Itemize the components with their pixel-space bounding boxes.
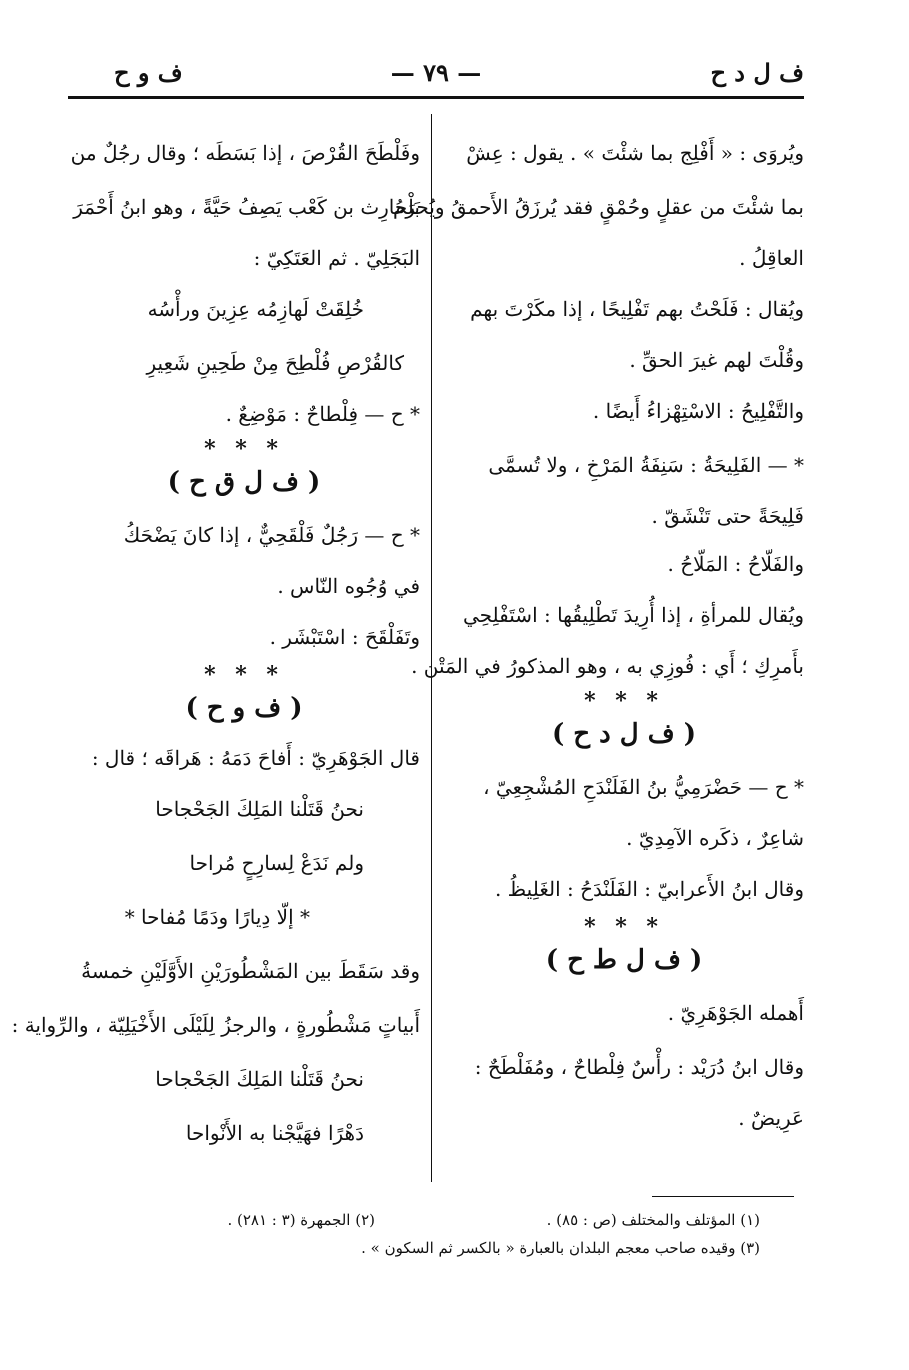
verse-line: دَهْرًا فهَيَّجْنا به الأَنْواحا	[185, 1121, 364, 1145]
text-line: وقال ابنُ الأَعرابيّ : الفَلَنْدَحُ : الغَلِيظُ .	[494, 877, 804, 901]
text-line: بما شئْتَ من عقلٍ وحُمْقٍ فقد يُرزَقُ الأَحمقُ ويُحرَمُ	[393, 195, 804, 219]
text-line: العاقِلُ .	[739, 246, 804, 270]
entry-heading: ( ف و ح )	[185, 693, 303, 723]
text-line: ويُروَى : « أَفْلِج بما شئْتَ » . يقول : عِشْ	[466, 141, 804, 165]
text-line: فَلِيحَةً حتى تَنْشَقّ .	[651, 504, 804, 528]
text-line: والفَلّاحُ : المَلّاحُ .	[667, 552, 804, 576]
footnote-row	[120, 1234, 760, 1262]
text-line: بَلْحارِث بن كَعْب يَصِفُ حَيَّةً ، وهو ابنُ أَحْمَرَ	[73, 195, 420, 219]
footnote-1: (١) المؤتلف والمختلف (ص : ٨٥) .	[546, 1211, 760, 1229]
footnotes	[120, 1206, 760, 1262]
text-line: وقد سَقَطَ بين المَشْطُورَيْنِ الأَوَّلَيْنِ خمسةُ	[81, 959, 420, 983]
text-line: وتَفَلْقَحَ : اسْتَبْشَر .	[269, 625, 420, 649]
footnote-rule	[652, 1196, 794, 1197]
entry-heading: ( ف ل ط ح )	[545, 945, 703, 975]
text-line: البَجَلِيّ . ثم العَتَكِيّ :	[253, 246, 420, 270]
text-line: * ح — حَضْرَمِيُّ بنُ الفَلَنْدَحِ المُشْجِعِيّ ،	[483, 775, 804, 799]
page-header	[68, 52, 804, 96]
verse-line: كالقُرْصِ فُلْطِحَ مِنْ طَحِينِ شَعِيرِ	[146, 351, 404, 375]
text-line: * ح — فِلْطاحٌ : مَوْضِعٌ .	[225, 402, 420, 426]
entry-heading: ( ف ل ق ح )	[167, 467, 321, 497]
text-line: وقُلْتَ لهم غيرَ الحقِّ .	[629, 348, 804, 372]
section-separator: * * *	[204, 662, 284, 688]
header-left-root: ف و ح	[114, 58, 183, 87]
section-separator: * * *	[584, 688, 664, 714]
left-column	[11, 126, 420, 1160]
text-line: وقال ابنُ دُرَيْد : رأْسٌ فِلْطاحٌ ، ومُفَلْطَحٌ :	[474, 1055, 804, 1079]
verse-line: نحنُ قَتَلْنا المَلِكَ الجَحْجاحا	[155, 797, 364, 821]
text-line: * ح — رَجُلٌ فَلْقَحِيٌّ ، إذا كانَ يَضْحَكُ	[123, 523, 420, 547]
text-line: أَبياتٍ مَشْطُورةٍ ، والرجزُ لِلَيْلَى الأَخْيَلِيّة ، والرِّواية :	[11, 1013, 420, 1037]
text-line: وفَلْطَحَ القُرْصَ ، إذا بَسَطَه ؛ وقال رجُلٌ من	[70, 141, 420, 165]
verse-line: ولم نَدَعْ لِسارِحٍ مُراحا	[189, 851, 364, 875]
footnote-3: (٣) وقيده صاحب معجم البلدان بالعبارة « بالكسر ثم السكون » .	[361, 1239, 760, 1257]
section-separator: * * *	[204, 436, 284, 462]
text-line: والتَّفْلِيحُ : الاسْتِهْزاءُ أَيضًا .	[592, 399, 804, 423]
text-line: ويُقال : فَلَحْتُ بهم تَفْلِيحًا ، إذا مكَرْتَ بهم	[470, 297, 804, 321]
text-line: * — الفَلِيحَةُ : سَنِفَةُ المَرْخِ ، ولا تُسمَّى	[488, 453, 804, 477]
text-line: شاعِرٌ ، ذكَره الآمِدِيّ .	[626, 826, 804, 850]
text-line: في وُجُوه النّاس .	[277, 574, 420, 598]
right-column	[393, 126, 804, 1142]
footnote-row	[120, 1206, 760, 1234]
verse-line: نحنُ قَتَلْنا المَلِكَ الجَحْجاحا	[155, 1067, 364, 1091]
entry-heading: ( ف ل د ح )	[551, 719, 697, 749]
verse-line: * إلّا دِيارًا ودَمًا مُفاحا *	[124, 905, 310, 929]
text-line: ويُقال للمرأةِ ، إذا أُرِيدَ تَطْلِيقُها : اسْتَفْلِحِي	[462, 603, 804, 627]
page-number: — ٧٩ —	[390, 58, 482, 87]
header-right-root: ف ل د ح	[710, 58, 804, 87]
text-line: بأَمرِكِ ؛ أَي : فُوزِي به ، وهو المذكورُ في المَتْن .	[411, 654, 804, 678]
header-rule	[68, 96, 804, 99]
footnote-2: (٢) الجمهرة (٣ : ٢٨١) .	[227, 1211, 375, 1229]
text-line: عَرِيضٌ .	[738, 1106, 804, 1130]
section-separator: * * *	[584, 914, 664, 940]
text-line: أَهمله الجَوْهَرِيّ .	[667, 1001, 804, 1025]
text-line: قال الجَوْهَرِيّ : أَفاحَ دَمَهُ : هَراقَه ؛ قال :	[91, 746, 420, 770]
verse-line: خُلِقَتْ لَهازِمُه عِزِينَ ورأْسُه	[147, 297, 364, 321]
